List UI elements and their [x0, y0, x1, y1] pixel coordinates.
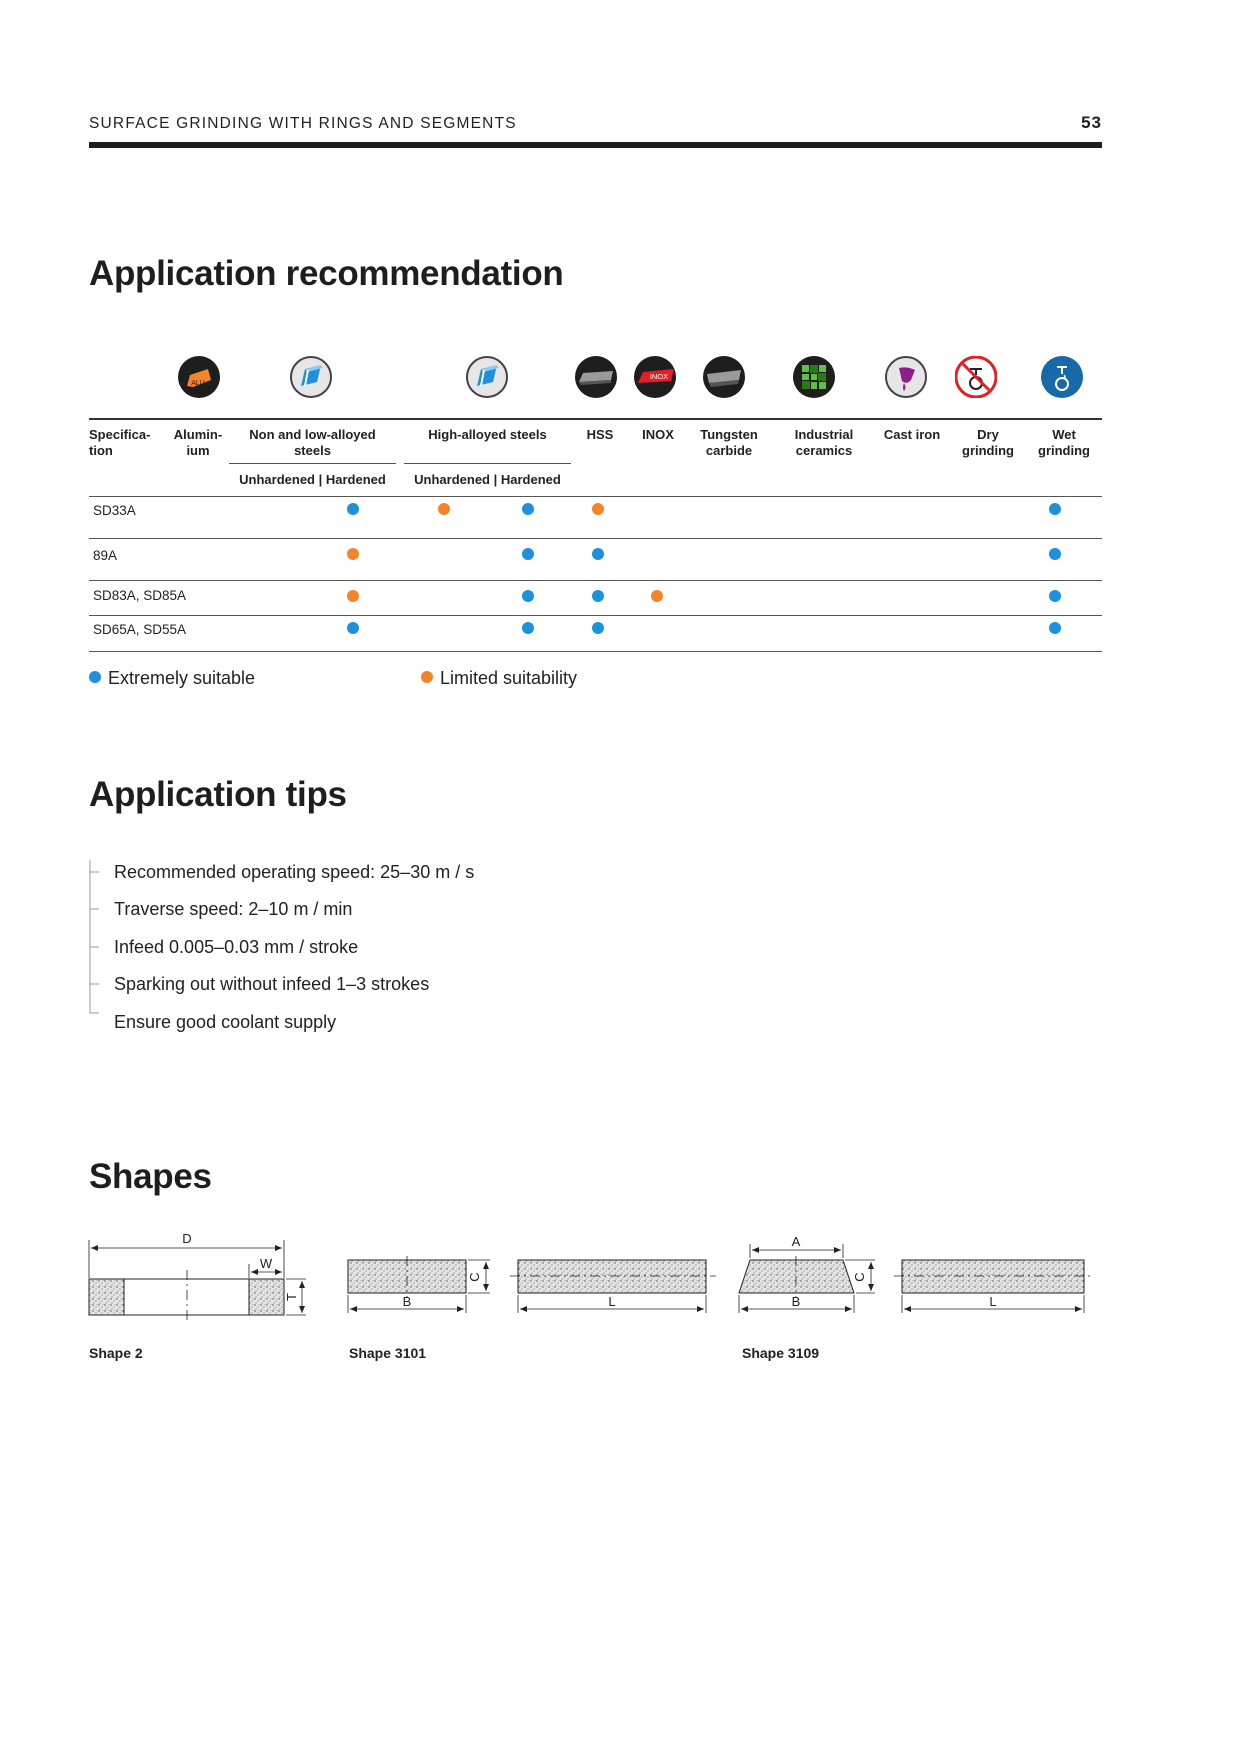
- dim-d-label: D: [182, 1231, 192, 1246]
- aluminium-icon: [178, 356, 220, 398]
- dim-l-label: L: [608, 1294, 616, 1309]
- header-rule: [89, 142, 1102, 148]
- col-aluminium: Alumin- ium: [173, 427, 223, 458]
- tungsten-carbide-icon: [703, 356, 745, 398]
- dim-c-label: C: [467, 1272, 482, 1282]
- shapes-title: Shapes: [89, 1157, 212, 1196]
- tip-item: Traverse speed: 2–10 m / min: [114, 899, 353, 919]
- suitability-dot-blue: [347, 622, 359, 634]
- suitability-dot-blue: [522, 622, 534, 634]
- col-nonalloy-steels: Non and low-alloyed steels: [249, 427, 376, 458]
- legend-label: Limited suitability: [440, 668, 578, 688]
- table-header-rule: [89, 496, 1102, 497]
- subhead-nonalloy: Unhardened | Hardened: [239, 472, 386, 487]
- suitability-dot-blue: [1049, 590, 1061, 602]
- legend-limited-suitability: [421, 668, 577, 689]
- coolant-icon: [1041, 356, 1083, 398]
- col-wet-grinding: Wet grinding: [1038, 427, 1090, 458]
- row-spec-label: 89A: [93, 548, 118, 563]
- running-header: SURFACE GRINDING WITH RINGS AND SEGMENTS: [89, 115, 517, 132]
- col-highalloy-steels: High-alloyed steels: [428, 427, 547, 442]
- tip-item: Infeed 0.005–0.03 mm / stroke: [114, 937, 359, 957]
- suitability-dot-blue: [522, 503, 534, 515]
- dim-w-label: W: [259, 1256, 273, 1271]
- ceramics-icon: [793, 356, 835, 398]
- suitability-dot-blue: [592, 548, 604, 560]
- recommendation-title: Application recommendation: [89, 254, 564, 293]
- suitability-dot-orange: [438, 503, 450, 515]
- inox-icon-text: INOX: [649, 372, 669, 381]
- suitability-dot-blue: [522, 590, 534, 602]
- no-coolant-icon: [955, 356, 997, 398]
- inox-icon: [634, 356, 676, 398]
- page-number: 53: [1081, 113, 1102, 132]
- row-spec-label: SD83A, SD85A: [93, 588, 187, 603]
- tip-item: Sparking out without infeed 1–3 strokes: [114, 974, 430, 994]
- steel-beam-alloyed-icon: [466, 356, 508, 398]
- suitability-dot-orange: [592, 503, 604, 515]
- shape-2-label: Shape 2: [89, 1345, 143, 1361]
- shapes-drawings: [80, 1220, 1140, 1350]
- row-rule-1: [89, 538, 1102, 539]
- legend-extremely-suitable: [89, 668, 255, 689]
- tip-item: Recommended operating speed: 25–30 m / s: [114, 862, 475, 882]
- suitability-dot-blue: [347, 503, 359, 515]
- col-hss: HSS: [586, 427, 614, 442]
- suitability-dot-blue: [522, 548, 534, 560]
- suitability-dot-orange: [651, 590, 663, 602]
- highalloy-group-rule: [404, 463, 571, 464]
- table-bottom-rule: [89, 651, 1102, 652]
- col-inox: INOX: [642, 427, 674, 442]
- hss-icon: [575, 356, 617, 398]
- legend-orange-dot: [421, 671, 433, 683]
- col-dry-grinding: Dry grinding: [962, 427, 1014, 458]
- row-rule-2: [89, 580, 1102, 581]
- table-top-rule: [89, 418, 1102, 420]
- shape-2-drawing: [89, 1231, 306, 1322]
- suitability-dot-blue: [592, 622, 604, 634]
- col-specification: Specifica- tion: [89, 427, 151, 458]
- steel-beam-icon: [290, 356, 332, 398]
- col-industrial-ceramics: Industrial ceramics: [794, 427, 854, 458]
- suitability-dot-blue: [1049, 622, 1061, 634]
- shape-3109-drawing: [739, 1234, 1092, 1313]
- suitability-dot-blue: [592, 590, 604, 602]
- suitability-dot-orange: [347, 590, 359, 602]
- suitability-dot-blue: [1049, 548, 1061, 560]
- suitability-dot-orange: [347, 548, 359, 560]
- dim-t-label: T: [284, 1293, 299, 1301]
- tips-tree-lines: [89, 860, 103, 1020]
- shape-3101-drawing: [348, 1256, 716, 1313]
- row-rule-3: [89, 615, 1102, 616]
- cast-iron-icon: [885, 356, 927, 398]
- subhead-highalloy: Unhardened | Hardened: [414, 472, 561, 487]
- alu-icon-text: ALU: [191, 380, 205, 387]
- row-spec-label: SD65A, SD55A: [93, 622, 187, 637]
- tips-title: Application tips: [89, 775, 347, 814]
- shape-3101-label: Shape 3101: [349, 1345, 427, 1361]
- dim-c-label: C: [852, 1272, 867, 1282]
- row-spec-label: SD33A: [93, 503, 136, 518]
- dim-b-label: B: [791, 1294, 801, 1309]
- col-cast-iron: Cast iron: [883, 427, 941, 442]
- legend-label: Extremely suitable: [108, 668, 256, 688]
- suitability-dot-blue: [1049, 503, 1061, 515]
- dim-b-label: B: [402, 1294, 412, 1309]
- legend-blue-dot: [89, 671, 101, 683]
- dim-l-label: L: [989, 1294, 997, 1309]
- shape-3109-label: Shape 3109: [742, 1345, 820, 1361]
- nonalloy-group-rule: [229, 463, 396, 464]
- dim-a-label: A: [791, 1234, 801, 1249]
- col-tungsten-carbide: Tungsten carbide: [700, 427, 758, 458]
- tip-item: Ensure good coolant supply: [114, 1012, 337, 1032]
